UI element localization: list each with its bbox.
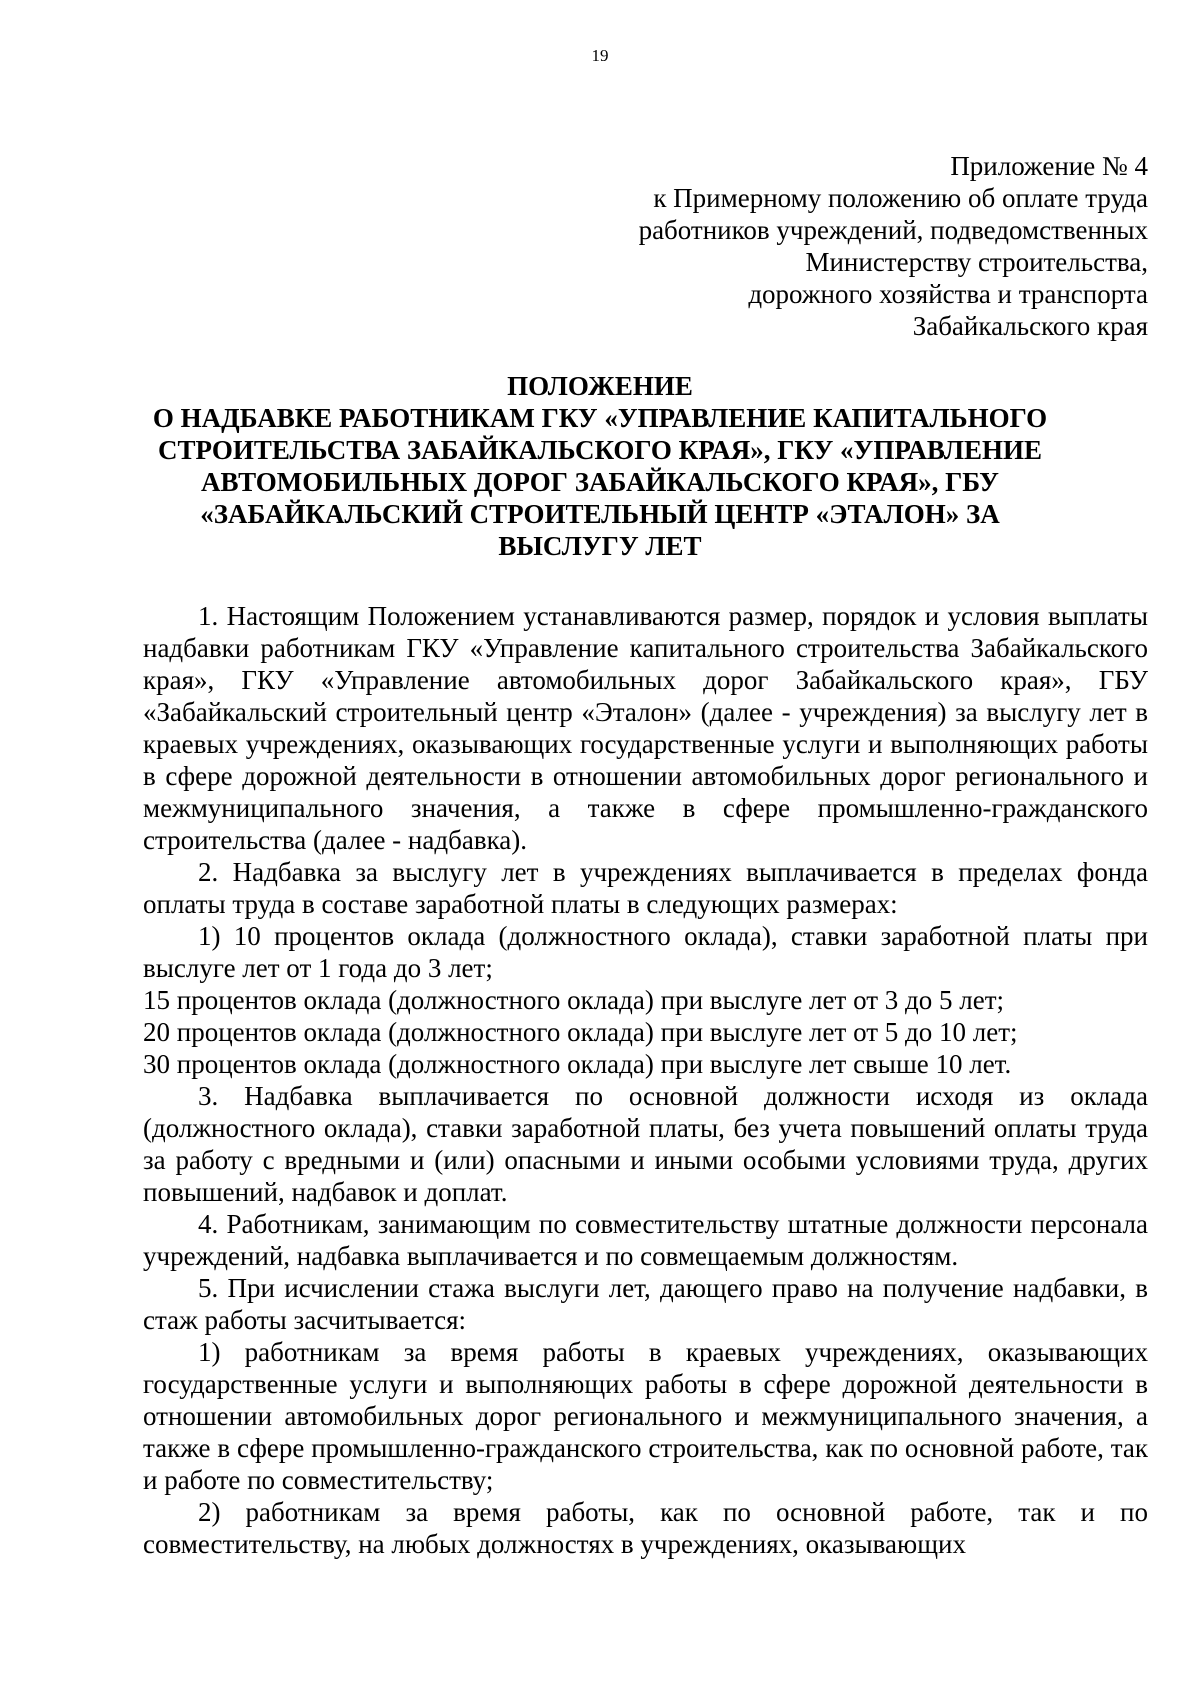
paragraph-clause-3: 3. Надбавка выплачивается по основной должности исходя из оклада (должностного оклада), ставки заработной платы, без учета повышений оплаты труда за работу с вредными и (или) опасными и иными особыми условиями труда, других повышений, надбавок и доплат. <box>143 1081 1148 1207</box>
paragraph-clause-5: 5. При исчислении стажа выслуги лет, дающего право на получение надбавки, в стаж работы засчитывается: <box>143 1273 1148 1335</box>
appendix-line: Приложение № 4 <box>950 151 1148 181</box>
title-line: ВЫСЛУГУ ЛЕТ <box>498 531 702 561</box>
paragraph-rate-30: 30 процентов оклада (должностного оклада) при выслуге лет свыше 10 лет. <box>143 1049 1012 1079</box>
appendix-line: дорожного хозяйства и транспорта <box>748 279 1148 309</box>
paragraph-clause-4: 4. Работникам, занимающим по совместительству штатные должности персонала учреждений, надбавка выплачивается и по совмещаемым должностям. <box>143 1209 1148 1271</box>
paragraph-clause-2: 2. Надбавка за выслугу лет в учреждениях выплачивается в пределах фонда оплаты труда в составе заработной платы в следующих размерах: <box>143 857 1148 919</box>
appendix-line: работников учреждений, подведомственных <box>638 215 1148 245</box>
title-line: ПОЛОЖЕНИЕ <box>507 371 693 401</box>
title-line: АВТОМОБИЛЬНЫХ ДОРОГ ЗАБАЙКАЛЬСКОГО КРАЯ», ГБУ <box>200 467 999 497</box>
title-line: СТРОИТЕЛЬСТВА ЗАБАЙКАЛЬСКОГО КРАЯ», ГКУ «УПРАВЛЕНИЕ <box>157 435 1042 465</box>
title-line: «ЗАБАЙКАЛЬСКИЙ СТРОИТЕЛЬНЫЙ ЦЕНТР «ЭТАЛОН» ЗА <box>200 499 1000 529</box>
paragraph-clause-1: 1. Настоящим Положением устанавливаются размер, порядок и условия выплаты надбавки работникам ГКУ «Управление капитального строительства Забайкальского края», ГКУ «Управление автомобильных дорог Забайкальского края», ГБУ «Забайкальский строительный центр «Эталон» (далее - учреждения) за выслугу лет в краевых учреждениях, оказывающих государственные услуги и выполняющих работы в сфере дорожной деятельности в отношении автомобильных дорог регионального и межмуниципального значения, а также в сфере промышленно-гражданского строительства (далее - надбавка). <box>143 601 1148 855</box>
paragraph-clause-2-item-1: 1) 10 процентов оклада (должностного оклада), ставки заработной платы при выслуге лет от 1 года до 3 лет; <box>143 921 1148 983</box>
appendix-line: к Примерному положению об оплате труда <box>653 183 1148 213</box>
page-number: 19 <box>591 46 609 65</box>
paragraph-clause-5-item-2: 2) работникам за время работы, как по основной работе, так и по совместительству, на любых должностях в учреждениях, оказывающих <box>143 1497 1148 1559</box>
paragraph-rate-20: 20 процентов оклада (должностного оклада) при выслуге лет от 5 до 10 лет; <box>143 1017 1018 1047</box>
document-body <box>143 600 1148 1560</box>
appendix-reference <box>428 150 1148 342</box>
title-line: О НАДБАВКЕ РАБОТНИКАМ ГКУ «УПРАВЛЕНИЕ КАПИТАЛЬНОГО <box>152 403 1048 433</box>
appendix-line: Забайкальского края <box>912 311 1148 341</box>
paragraph-rate-15: 15 процентов оклада (должностного оклада) при выслуге лет от 3 до 5 лет; <box>143 985 1005 1015</box>
document-title <box>140 370 1060 562</box>
paragraph-clause-5-item-1: 1) работникам за время работы в краевых учреждениях, оказывающих государственные услуги и выполняющих работы в сфере дорожной деятельности в отношении автомобильных дорог регионального и межмуниципального значения, а также в сфере промышленно-гражданского строительства, как по основной работе, так и работе по совместительству; <box>143 1337 1148 1495</box>
appendix-line: Министерству строительства, <box>805 247 1148 277</box>
